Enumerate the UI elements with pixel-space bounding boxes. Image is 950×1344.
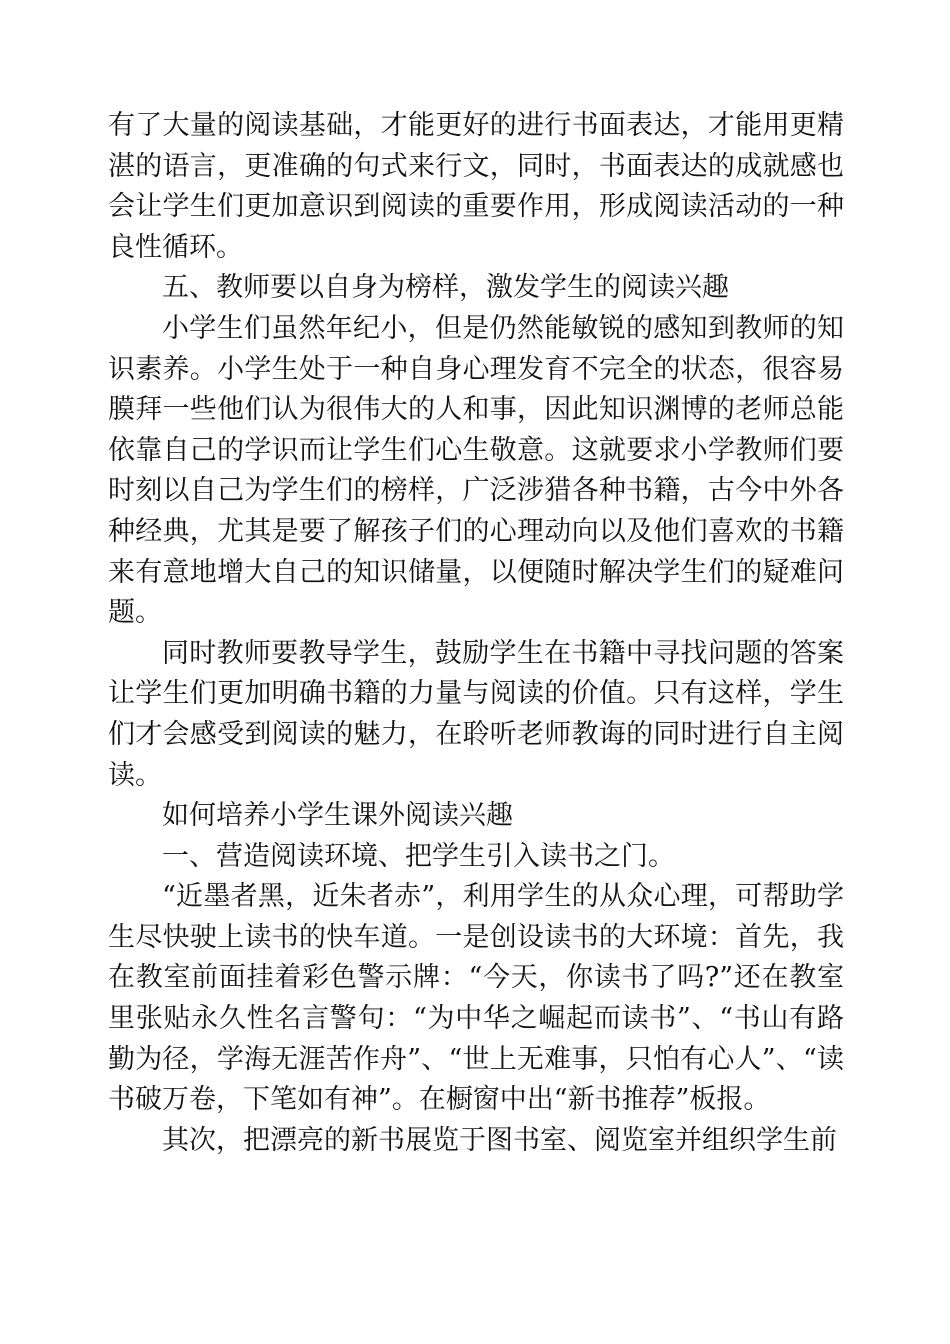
document-page <box>108 106 844 1161</box>
section-heading-reading-environment: 一、营造阅读环境、把学生引入读书之门。 <box>162 840 675 872</box>
article-title: 如何培养小学生课外阅读兴趣 <box>162 800 513 832</box>
section-heading-teacher-role-model: 五、教师要以自身为榜样，激发学生的阅读兴趣 <box>162 272 729 304</box>
paragraph-new-books-display: 其次，把漂亮的新书展览于图书室、阅览室并组织学生前 <box>162 1124 837 1156</box>
paragraph-reading-foundation: 有了大量的阅读基础，才能更好的进行书面表达，才能用更精湛的语言，更准确的句式来行文，同时，书面表达的成就感也会让学生们更加意识到阅读的重要作用，形成阅读活动的一种良性循环。 <box>108 110 844 263</box>
paragraph-guide-students: 同时教师要教导学生，鼓励学生在书籍中寻找问题的答案让学生们更加明确书籍的力量与阅读的价值。只有这样，学生们才会感受到阅读的魅力，在聆听老师教诲的同时进行自主阅读。 <box>108 637 844 791</box>
paragraph-teacher-knowledge: 小学生们虽然年纪小，但是仍然能敏锐的感知到教师的知识素养。小学生处于一种自身心理发育不完全的状态，很容易膜拜一些他们认为很伟大的人和事，因此知识渊博的老师总能依靠自己的学识而让学生们心生敬意。这就要求小学教师们要时刻以自己为学生们的榜样，广泛涉猎各种书籍，古今中外各种经典，尤其是要了解孩子们的心理动向以及他们喜欢的书籍来有意地增大自己的知识储量，以便随时解决学生们的疑难问题。 <box>108 312 844 629</box>
paragraph-reading-environment: “近墨者黑，近朱者赤”，利用学生的从众心理，可帮助学生尽快驶上读书的快车道。一是创设读书的大环境：首先，我在教室前面挂着彩色警示牌：“今天，你读书了吗?”还在教室里张贴永久性名言警句：“为中华之崛起而读书”、“书山有路勤为径，学海无涯苦作舟”、“世上无难事，只怕有心人”、“读书破万卷，下笔如有神”。在橱窗中出“新书推荐”板报。 <box>108 881 844 1116</box>
